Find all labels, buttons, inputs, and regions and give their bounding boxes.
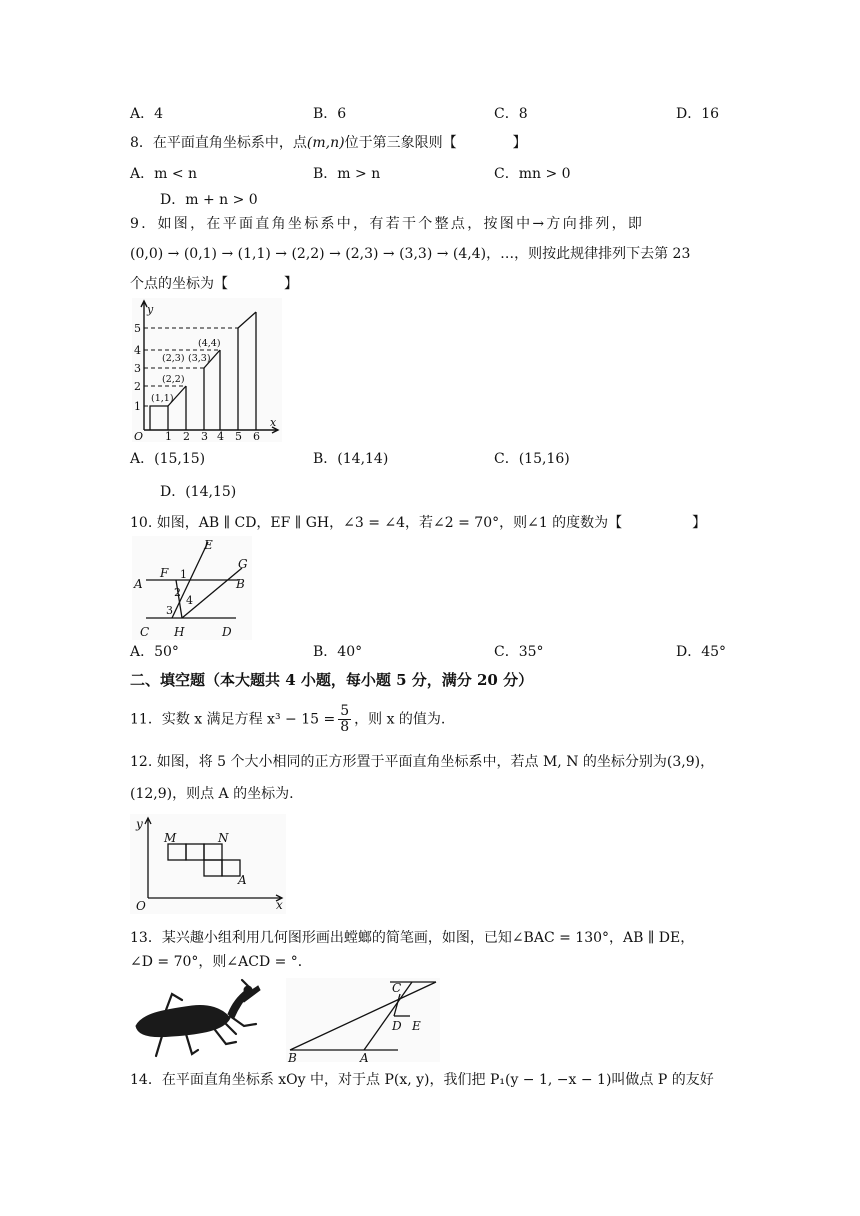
- q8-stem-prefix: 8．在平面直角坐标系中，点: [130, 135, 307, 151]
- q9-fig-xtick: 6: [253, 430, 260, 442]
- q9-fig-xtick: 1: [165, 430, 172, 442]
- q9-fig-point-label: (2,3): [162, 353, 185, 364]
- q9-fig-ytick: 4: [134, 344, 141, 357]
- q8-stem-suffix: 位于第三象限则【 】: [344, 135, 527, 151]
- q14-line: 14．在平面直角坐标系 xOy 中，对于点 P(x, y)，我们把 P₁(y − 1, −x − 1)叫做点 P 的友好: [130, 1072, 714, 1088]
- q9-fig-xtick: 5: [235, 430, 242, 442]
- q11-suffix: ，则 x 的值为.: [354, 711, 446, 728]
- q10-figure: [132, 536, 252, 640]
- q11-numerator: 5: [340, 703, 350, 719]
- q13-fig-label-b: B: [288, 1051, 297, 1062]
- q9-line3: 个点的坐标为【 】: [130, 276, 298, 292]
- q11-stem: [130, 704, 445, 735]
- q9-line2: (0,0) → (0,1) → (1,1) → (2,2) → (2,3) → (3,3) → (4,4)，…，则按此规律排列下去第 23: [130, 246, 691, 262]
- q11-fraction: [338, 704, 351, 735]
- q9-option-d: D．(14,15): [160, 484, 237, 500]
- q10-option-d: D．45°: [676, 644, 727, 660]
- q13-fig-label-d: D: [392, 1019, 402, 1033]
- q10-option-b: B．40°: [313, 644, 363, 660]
- q8-option-a: A．m < n: [130, 166, 198, 182]
- q8-option-c: C．mn > 0: [494, 166, 571, 182]
- q9-fig-point-label: (4,4): [198, 338, 221, 349]
- q9-fig-point-label: (3,3): [188, 353, 211, 364]
- q10-fig-label-h: H: [174, 625, 185, 639]
- q11-prefix: 11．实数 x 满足方程 x³ − 15 =: [130, 711, 336, 728]
- q13-figure: [286, 978, 440, 1062]
- q9-option-a: A．(15,15): [130, 451, 206, 467]
- q10-fig-angle-1: 1: [180, 568, 187, 581]
- q10-option-c: C．35°: [494, 644, 544, 660]
- q9-fig-origin: O: [134, 430, 144, 442]
- q7-option-c: C．8: [494, 106, 528, 122]
- q9-line1: 9．如图，在平面直角坐标系中，有若干个整点，按图中→方向排列，即: [130, 216, 645, 232]
- q13-mantis-picture: [132, 978, 262, 1060]
- q9-fig-ytick: 1: [134, 400, 141, 413]
- q9-fig-y-label: y: [147, 303, 154, 316]
- q9-figure: [132, 298, 282, 442]
- q9-fig-xtick: 3: [201, 430, 208, 442]
- q9-fig-ytick: 3: [134, 362, 141, 375]
- q10-fig-angle-3: 3: [166, 604, 173, 617]
- q10-fig-label-a: A: [134, 577, 143, 591]
- q13-line2: ∠D = 70°，则∠ACD = °．: [130, 954, 312, 970]
- q12-line1: 12. 如图，将 5 个大小相同的正方形置于平面直角坐标系中，若点 M, N 的坐标分别为(3,9)，: [130, 754, 715, 770]
- q13-fig-label-e: E: [412, 1019, 421, 1033]
- q12-fig-label-a: A: [238, 873, 247, 887]
- q7-option-d: D．16: [676, 106, 720, 122]
- q10-option-a: A．50°: [130, 644, 179, 660]
- q12-figure: [130, 814, 286, 914]
- q10-fig-label-e: E: [204, 538, 213, 552]
- q9-fig-xtick: 4: [217, 430, 224, 442]
- q13-fig-label-a: A: [360, 1051, 369, 1062]
- q12-fig-label-n: N: [218, 831, 229, 845]
- q7-option-a: A．4: [130, 106, 164, 122]
- q10-fig-label-f: F: [160, 566, 169, 580]
- q12-fig-label-m: M: [164, 831, 177, 845]
- q10-fig-label-c: C: [140, 625, 150, 639]
- q9-option-b: B．(14,14): [313, 451, 389, 467]
- q10-fig-angle-4: 4: [186, 594, 193, 607]
- q12-line2: (12,9)，则点 A 的坐标为.: [130, 786, 294, 802]
- q7-option-b: B．6: [313, 106, 347, 122]
- q12-fig-x-label: x: [276, 898, 283, 912]
- q9-fig-point-label: (2,2): [162, 374, 185, 385]
- q10-fig-label-b: B: [236, 577, 245, 591]
- q8-stem: [130, 133, 527, 153]
- q9-fig-ytick: 2: [134, 380, 141, 393]
- q10-fig-label-g: G: [238, 557, 248, 571]
- q13-line1: 13．某兴趣小组利用几何图形画出螳螂的简笔画，如图，已知∠BAC = 130°，AB ∥ DE，: [130, 930, 695, 946]
- q8-point: (m,n): [306, 135, 345, 151]
- q11-denominator: 8: [340, 719, 350, 735]
- q9-fig-x-label: x: [270, 416, 277, 429]
- q8-option-d: D．m + n > 0: [160, 192, 258, 208]
- q8-option-b: B．m > n: [313, 166, 381, 182]
- q12-fig-origin: O: [136, 899, 146, 913]
- q10-fig-angle-2: 2: [174, 586, 181, 599]
- q13-fig-label-c: C: [392, 981, 402, 995]
- q9-option-c: C．(15,16): [494, 451, 570, 467]
- section-2-title: 二、填空题（本大题共 4 小题，每小题 5 分，满分 20 分）: [130, 671, 534, 689]
- q10-stem: 10. 如图，AB ∥ CD，EF ∥ GH，∠3 = ∠4，若∠2 = 70°，则∠1 的度数为【 】: [130, 515, 707, 531]
- q9-fig-point-label: (1,1): [151, 393, 174, 404]
- q12-fig-y-label: y: [136, 817, 143, 831]
- q9-fig-xtick: 2: [183, 430, 190, 442]
- q10-fig-label-d: D: [222, 625, 232, 639]
- q9-fig-ytick: 5: [134, 322, 141, 335]
